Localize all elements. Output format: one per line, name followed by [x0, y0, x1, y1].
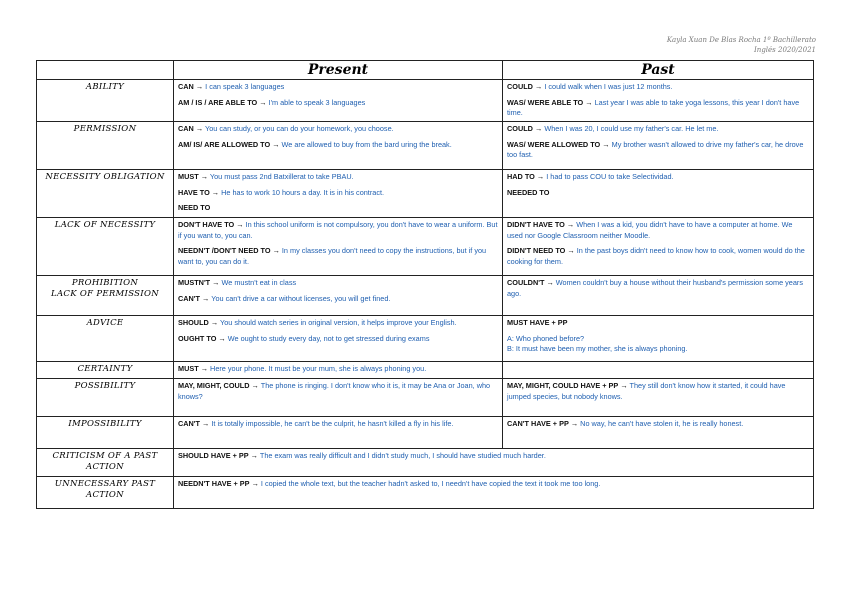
- modal-entry: [507, 246, 809, 267]
- present-cell: [174, 80, 503, 122]
- arrow-icon: →: [251, 479, 259, 488]
- function-label: [37, 276, 174, 316]
- modal-entry: [178, 294, 498, 305]
- modal-entry: [507, 334, 809, 355]
- past-cell: [503, 218, 814, 276]
- modal-form: MAY, MIGHT, COULD: [178, 381, 250, 390]
- modal-entry: [507, 220, 809, 241]
- example-sentence: I'm able to speak 3 languages: [268, 97, 366, 107]
- modal-form: MUST: [178, 364, 199, 373]
- example-sentence: We mustn't eat in class: [221, 278, 297, 287]
- arrow-icon: →: [210, 318, 219, 327]
- example-sentence: I can speak 3 languages: [205, 82, 285, 91]
- past-cell: [503, 80, 814, 122]
- header-row: [37, 61, 814, 80]
- function-label: [37, 449, 174, 477]
- present-cell: [174, 379, 503, 417]
- table-row: [37, 417, 814, 449]
- modal-entry: [178, 364, 498, 375]
- table-row: [37, 122, 814, 170]
- modal-form: MUST: [178, 172, 199, 181]
- table-row: [37, 477, 814, 509]
- arrow-icon: →: [534, 124, 543, 133]
- example-sentence: The phone is ringing. I don't know who it is, it may be Ana or Joan, who knows?: [178, 381, 491, 401]
- modal-entry: [507, 188, 809, 199]
- function-label-line: ABILITY: [85, 82, 125, 92]
- example-sentence: Here your phone. It must be your mum, she is always phoning you.: [210, 364, 427, 373]
- function-label-line: UNNECESSARY PAST: [54, 479, 156, 489]
- modal-form: COULD: [507, 82, 533, 91]
- modal-form: NEEDED TO: [507, 187, 550, 197]
- arrow-icon: →: [251, 381, 259, 390]
- example-sentence: You should watch series in original version, it helps improve your English.: [220, 318, 457, 327]
- past-cell: [503, 316, 814, 362]
- modal-entry: [178, 82, 498, 93]
- modal-form: MUSTN'T: [178, 278, 211, 287]
- modal-form: DON'T HAVE TO: [178, 220, 235, 229]
- table-row: [37, 379, 814, 417]
- function-label: [37, 80, 174, 122]
- function-label-line: LACK OF PERMISSION: [51, 289, 159, 299]
- modal-entry: [178, 246, 498, 267]
- arrow-icon: →: [200, 172, 209, 181]
- present-cell: [174, 417, 503, 449]
- past-cell: [503, 417, 814, 449]
- modal-form: WAS/ WERE ABLE TO: [507, 97, 584, 107]
- modal-entry: [507, 98, 809, 119]
- arrow-icon: →: [567, 246, 575, 255]
- function-label-line: ADVICE: [86, 318, 124, 328]
- arrow-icon: →: [202, 293, 210, 303]
- example-sentence: He has to work 10 hours a day. It is in his contract.: [221, 187, 385, 197]
- modal-entry: [507, 82, 809, 93]
- modal-form: SHOULD: [178, 318, 209, 327]
- corner-cell: [37, 61, 174, 80]
- modal-entry: [178, 203, 498, 214]
- example-sentence: No way, he can't have stolen it, he is really honest.: [580, 419, 744, 428]
- function-label: [37, 316, 174, 362]
- example-sentence: In the past boys didn't need to know how to cook, women would do the cooking for them.: [507, 246, 805, 266]
- table-row: [37, 362, 814, 379]
- modal-form: DIDN'T HAVE TO: [507, 220, 565, 229]
- modal-form: CAN: [178, 82, 194, 91]
- modal-entry: [178, 188, 498, 199]
- modal-entry: [507, 278, 809, 299]
- example-sentence: We ought to study every day, not to get stressed during exams: [227, 333, 430, 343]
- modal-entry: [178, 278, 498, 289]
- example-sentence: In my classes you don't need to copy the instructions, but if you want to, you can do it.: [178, 246, 487, 266]
- merged-cell: [174, 449, 814, 477]
- author-line: Kayla Xuan De Blas Rocha 1º Bachillerato: [666, 36, 816, 44]
- function-label-line: NECESSITY OBLIGATION: [45, 172, 165, 182]
- example-sentence: In this school uniform is not compulsory, you don't have to wear a uniform. But if you want to, you can.: [178, 220, 498, 240]
- modal-form: COULD: [507, 124, 533, 133]
- function-label: [37, 362, 174, 379]
- function-label-line: PERMISSION: [73, 124, 137, 134]
- modal-form: CAN'T HAVE + PP: [507, 419, 569, 428]
- modal-form: NEEDN'T HAVE + PP: [178, 479, 250, 488]
- table-row: [37, 449, 814, 477]
- function-label-line: ACTION: [86, 462, 124, 472]
- table-row: [37, 276, 814, 316]
- function-label-line: PROHIBITION: [71, 278, 139, 288]
- modal-form: MUST HAVE + PP: [507, 318, 568, 327]
- function-label-line: POSSIBILITY: [74, 381, 136, 391]
- example-sentence: A: Who phoned before?: [507, 333, 585, 343]
- arrow-icon: →: [195, 82, 204, 91]
- modal-entry: [178, 124, 498, 135]
- arrow-icon: →: [272, 139, 280, 149]
- modal-form: COULDN'T: [507, 278, 545, 287]
- arrow-icon: →: [534, 82, 543, 91]
- present-cell: [174, 218, 503, 276]
- arrow-icon: →: [566, 220, 575, 229]
- example-sentence: When I was 20, I could use my father's car. He let me.: [544, 124, 719, 133]
- example-sentence: When I was a kid, you didn't have to have a computer at home. We used nor Google Classroom neither Moodle.: [507, 220, 793, 240]
- modal-entry: [507, 124, 809, 135]
- arrow-icon: →: [546, 278, 554, 287]
- present-cell: [174, 316, 503, 362]
- modal-entry: [178, 318, 498, 329]
- present-cell: [174, 362, 503, 379]
- arrow-icon: →: [211, 187, 220, 197]
- arrow-icon: →: [536, 172, 545, 181]
- function-label-line: CRITICISM OF A PAST: [52, 451, 158, 461]
- function-label-line: CERTAINTY: [77, 364, 133, 374]
- modal-form: HAD TO: [507, 172, 535, 181]
- arrow-icon: →: [250, 451, 258, 460]
- example-sentence: The exam was really difficult and I didn't study much, I should have studied much harder.: [259, 451, 546, 460]
- modal-entry: [507, 419, 809, 430]
- function-label-line: ACTION: [86, 490, 124, 500]
- arrow-icon: →: [620, 381, 628, 390]
- modal-form: WAS/ WERE ALLOWED TO: [507, 139, 601, 149]
- arrow-icon: →: [585, 97, 593, 107]
- modal-entry: [178, 419, 498, 430]
- function-label: [37, 477, 174, 509]
- past-cell: [503, 379, 814, 417]
- example-sentence: My brother wasn't allowed to drive my father's car, he drove too fast.: [507, 139, 804, 159]
- modal-form: AM/ IS/ ARE ALLOWED TO: [178, 139, 271, 149]
- modal-form: AM / IS / ARE ABLE TO: [178, 97, 258, 107]
- function-label: [37, 122, 174, 170]
- modal-entry: [178, 334, 498, 345]
- example-sentence: We are allowed to buy from the bard uring the break.: [281, 139, 452, 149]
- modal-entry: [178, 451, 809, 462]
- subject-line: Inglés 2020/2021: [754, 46, 816, 54]
- modal-form: MAY, MIGHT, COULD HAVE + PP: [507, 381, 619, 390]
- modal-form: SHOULD HAVE + PP: [178, 451, 249, 460]
- past-cell: [503, 276, 814, 316]
- modal-entry: [507, 381, 809, 402]
- arrow-icon: →: [212, 278, 220, 287]
- arrow-icon: →: [202, 419, 210, 428]
- example-sentence: They still don't know how it started, it could have jumped species, but nobody knows.: [507, 381, 786, 401]
- modal-form: HAVE TO: [178, 187, 210, 197]
- present-cell: [174, 276, 503, 316]
- arrow-icon: →: [236, 220, 244, 229]
- modal-entry: [178, 140, 498, 151]
- modal-form: CAN'T: [178, 419, 201, 428]
- table-row: [37, 80, 814, 122]
- example-sentence: B: It must have been my mother, she is always phoning.: [507, 344, 688, 353]
- example-sentence: You can study, or you can do your homework, you choose.: [205, 124, 394, 133]
- function-label: [37, 379, 174, 417]
- modal-entry: [507, 140, 809, 161]
- table-row: [37, 218, 814, 276]
- past-heading: Past: [503, 61, 814, 80]
- example-sentence: It is totally impossible, he can't be the culprit, he hasn't killed a fly in his life.: [211, 419, 454, 428]
- present-cell: [174, 170, 503, 218]
- modal-entry: [178, 381, 498, 402]
- table-row: [37, 170, 814, 218]
- arrow-icon: →: [272, 246, 280, 255]
- function-label: [37, 417, 174, 449]
- example-sentence: Last year I was able to take yoga lessons, this year I don't have time.: [507, 97, 800, 117]
- example-sentence: I had to pass COU to take Selectividad.: [546, 172, 674, 181]
- arrow-icon: →: [570, 419, 579, 428]
- arrow-icon: →: [259, 97, 267, 107]
- table-row: [37, 316, 814, 362]
- example-sentence: I copied the whole text, but the teacher hadn't asked to, I needn't have copied the text it took me too long.: [260, 479, 601, 488]
- modal-form: CAN: [178, 124, 194, 133]
- past-cell: [503, 170, 814, 218]
- example-sentence: I could walk when I was just 12 months.: [544, 82, 673, 91]
- function-label: [37, 170, 174, 218]
- modal-entry: [178, 172, 498, 183]
- arrow-icon: →: [200, 364, 209, 373]
- function-label: [37, 218, 174, 276]
- modal-entry: [178, 220, 498, 241]
- past-cell: [503, 122, 814, 170]
- present-cell: [174, 122, 503, 170]
- example-sentence: You can't drive a car without licenses, you will get fined.: [211, 293, 391, 303]
- present-heading: Present: [174, 61, 503, 80]
- modal-form: NEEDN'T /DON'T NEED TO: [178, 246, 271, 255]
- modal-form: CAN'T: [178, 293, 201, 303]
- function-label-line: IMPOSSIBILITY: [68, 419, 142, 429]
- modal-entry: [507, 172, 809, 183]
- past-cell: [503, 362, 814, 379]
- example-sentence: Women couldn't buy a house without their husband's permission some years ago.: [507, 278, 803, 298]
- merged-cell: [174, 477, 814, 509]
- modal-form: NEED TO: [178, 203, 211, 212]
- arrow-icon: →: [218, 333, 226, 343]
- modal-entry: [178, 479, 809, 490]
- modal-form: OUGHT TO: [178, 333, 217, 343]
- arrow-icon: →: [195, 124, 204, 133]
- modal-form: DIDN'T NEED TO: [507, 246, 566, 255]
- arrow-icon: →: [602, 139, 610, 149]
- function-label-line: LACK OF NECESSITY: [54, 220, 156, 230]
- modal-entry: [507, 318, 809, 329]
- example-sentence: You must pass 2nd Batxillerat to take PBAU.: [209, 172, 354, 181]
- modal-entry: [178, 98, 498, 109]
- modal-verbs-table: [36, 60, 814, 509]
